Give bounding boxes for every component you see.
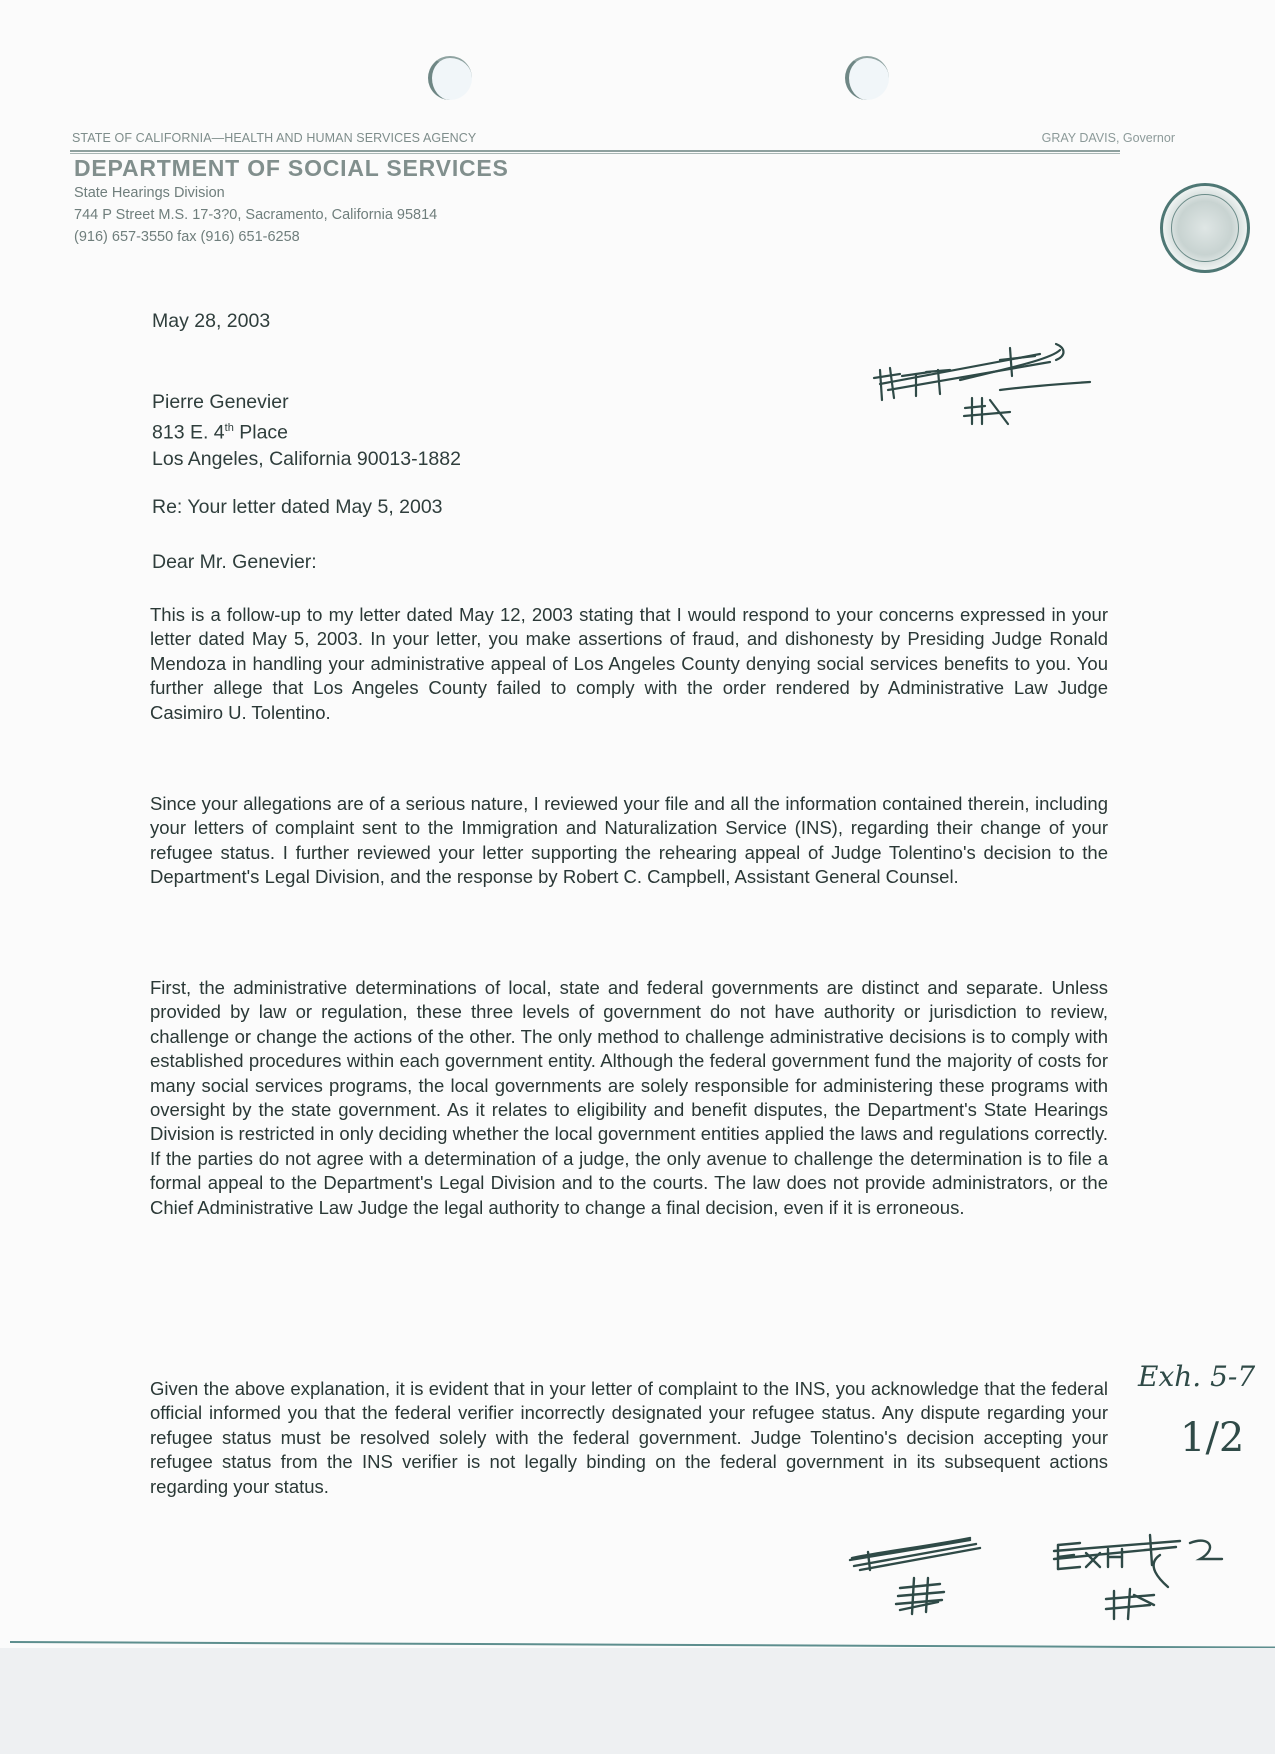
recipient-address: [152, 389, 461, 472]
letterhead-address: 744 P Street M.S. 17-3?0, Sacramento, California 95814: [74, 207, 438, 223]
recipient-name: Pierre Genevier: [152, 391, 289, 413]
letterhead-department: DEPARTMENT OF SOCIAL SERVICES: [74, 155, 509, 181]
street-superscript: th: [224, 422, 234, 434]
re-line: Re: Your letter dated May 5, 2003: [152, 496, 443, 518]
letterhead-rule: [70, 150, 1120, 154]
recipient-city: Los Angeles, California 90013-1882: [152, 447, 461, 470]
body-paragraph-4: Given the above explanation, it is evident that in your letter of complaint to the INS, you acknowledge that the federal official informed you that the federal verifier incorrectly designated your refugee status. Any dispute regarding your refugee status must be resolved solely with the federal government. Judge Tolentino's decision accepting your refugee status from the INS verifier is not legally binding on the federal government in its subsequent actions regarding your status.: [150, 1378, 1108, 1497]
crossed-out-attachment-mark: [860, 340, 1100, 430]
letterhead-phone-fax: (916) 657-3550 fax (916) 651-6258: [74, 229, 300, 245]
punch-hole-left: [428, 56, 472, 100]
california-seal-icon: [1160, 183, 1250, 273]
letterhead-division: State Hearings Division: [74, 185, 225, 201]
punch-hole-right: [845, 56, 889, 100]
letterhead-agency: STATE OF CALIFORNIA—HEALTH AND HUMAN SERVICES AGENCY: [72, 131, 477, 145]
street-suffix: Place: [233, 421, 289, 444]
exhibit-label: Exh. 5-7: [1138, 1360, 1256, 1393]
body-paragraph-1: This is a follow-up to my letter dated May 12, 2003 stating that I would respond to your concerns expressed in your letter dated May 5, 2003. In your letter, you make assertions of fraud, and dishonesty by Presiding Judge Ronald Mendoza in handling your administrative appeal of Los Angeles County denying social services benefits to you. You further allege that Los Angeles County failed to comply with the order rendered by Administrative Law Judge Casimiro U. Tolentino.: [150, 604, 1108, 723]
page-fraction: 1/2: [1180, 1415, 1245, 1461]
body-paragraph-3: First, the administrative determinations of local, state and federal governments are distinct and separate. Unless provided by law or regulation, these three levels of government do not have authority or jurisdiction to review, challenge or change the actions of the other. The only method to challenge administrative decisions is to comply with established procedures within each government entity. Although the federal government fund the majority of costs for many social services programs, the local governments are solely responsible for administering these programs with oversight by the state government. As it relates to eligibility and benefit disputes, the Department's State Hearings Division is restricted in only deciding whether the local government entities applied the laws and regulations correctly. If the parties do not agree with a determination of a judge, the only avenue to challenge the determination is to file a formal appeal to the Department's Legal Division and to the courts. The law does not provide administrators, or the Chief Administrative Law Judge the legal authority to change a final decision, even if it is erroneous.: [150, 977, 1108, 1218]
salutation: Dear Mr. Genevier:: [152, 551, 317, 573]
letterhead-governor: GRAY DAVIS, Governor: [1041, 131, 1175, 145]
crossed-out-mark-bottom-right: [1050, 1525, 1230, 1635]
street-prefix: 813 E. 4: [152, 421, 225, 444]
letter-date: May 28, 2003: [152, 310, 271, 332]
recipient-street: [152, 415, 461, 446]
body-paragraph-2: Since your allegations are of a serious nature, I reviewed your file and all the information contained therein, including your letters of complaint sent to the Immigration and Naturalization Service (INS), regarding their change of your refugee status. I further reviewed your letter supporting the rehearing appeal of Judge Tolentino's decision to the Department's Legal Division, and the response by Robert C. Campbell, Assistant General Counsel.: [150, 793, 1108, 888]
scanner-background: [0, 1648, 1275, 1754]
crossed-out-mark-bottom-left: [840, 1530, 1000, 1630]
